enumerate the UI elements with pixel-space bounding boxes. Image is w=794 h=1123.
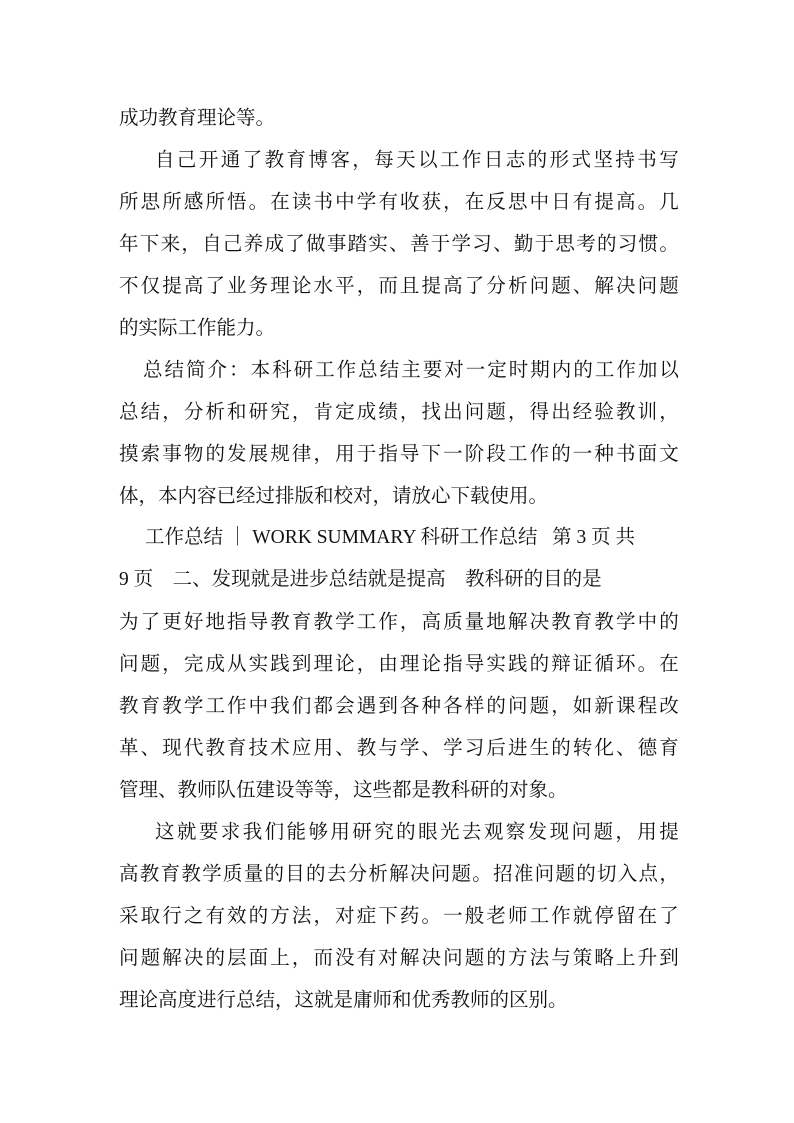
- text-line: 不 仅 提 高 了 业 务 理 论 水 平 ， 而 且 提 高 了 分 析 问 题 、 解 决 问 题: [119, 274, 679, 297]
- text-line: 为 了 更 好 地 指 导 教 育 教 学 工 作 ， 高 质 量 地 解 决 教 育 教 学 中 的: [119, 610, 679, 633]
- text-line: 成功教育理论等。: [119, 106, 276, 129]
- text-line: 这 就 要 求 我 们 能 够 用 研 究 的 眼 光 去 观 察 发 现 问 题 ， 用 提: [155, 820, 679, 843]
- text-line: 体，本内容已经过排版和校对，请放心下载使用。: [119, 484, 549, 507]
- text-line: 摸 索 事 物 的 发 展 规 律 ， 用 于 指 导 下 一 阶 段 工 作 的 一 种 书 面 文: [119, 442, 679, 465]
- text-line: 总 结 ， 分 析 和 研 究 ， 肯 定 成 绩 ， 找 出 问 题 ， 得 出 经 验 教 训 ，: [119, 400, 679, 423]
- text-line: 年 下 来 ， 自 己 养 成 了 做 事 踏 实 、 善 于 学 习 、 勤 于 思 考 的 习 惯 。: [119, 232, 679, 255]
- text-line: 采 取 行 之 有 效 的 方 法 ， 对 症 下 药 。 一 般 老 师 工 作 就 停 留 在 了: [119, 904, 679, 927]
- text-line: 自 己 开 通 了 教 育 博 客 ， 每 天 以 工 作 日 志 的 形 式 坚 持 书 写: [155, 148, 679, 171]
- text-line: 革 、 现 代 教 育 技 术 应 用 、 教 与 学 、 学 习 后 进 生 的 转 化 、 德 育: [119, 736, 679, 759]
- text-line: 高 教 育 教 学 质 量 的 目 的 去 分 析 解 决 问 题 。 招 准 问 题 的 切 入 点 ，: [119, 862, 679, 885]
- text-line: 的实际工作能力。: [119, 316, 276, 339]
- text-line: 总 结 简 介 ： 本 科 研 工 作 总 结 主 要 对 一 定 时 期 内 的 工 作 加 以: [143, 358, 679, 381]
- text-line: 理论高度进行总结，这就是庸师和优秀教师的区别。: [119, 988, 568, 1011]
- text-line: 9 页 二、发现就是进步总结就是提高 教科研的目的是: [119, 569, 602, 590]
- text-line: 所 思 所 感 所 悟 。 在 读 书 中 学 有 收 获 ， 在 反 思 中 日 有 提 高 。 几: [119, 190, 679, 213]
- text-line: 问 题 ， 完 成 从 实 践 到 理 论 ， 由 理 论 指 导 实 践 的 辩 证 循 环 。 在: [119, 652, 679, 675]
- text-line: 问 题 解 决 的 层 面 上 ， 而 没 有 对 解 决 问 题 的 方 法 与 策 略 上 升 到: [119, 946, 679, 969]
- text-line: 教 育 教 学 工 作 中 我 们 都 会 遇 到 各 种 各 样 的 问 题 ， 如 新 课 程 改: [119, 694, 679, 717]
- text-line: 管理、教师队伍建设等等，这些都是教科研的对象。: [119, 778, 568, 801]
- header-line: 工作总结 ｜ WORK SUMMARY 科研工作总结 第 3 页 共: [145, 527, 636, 548]
